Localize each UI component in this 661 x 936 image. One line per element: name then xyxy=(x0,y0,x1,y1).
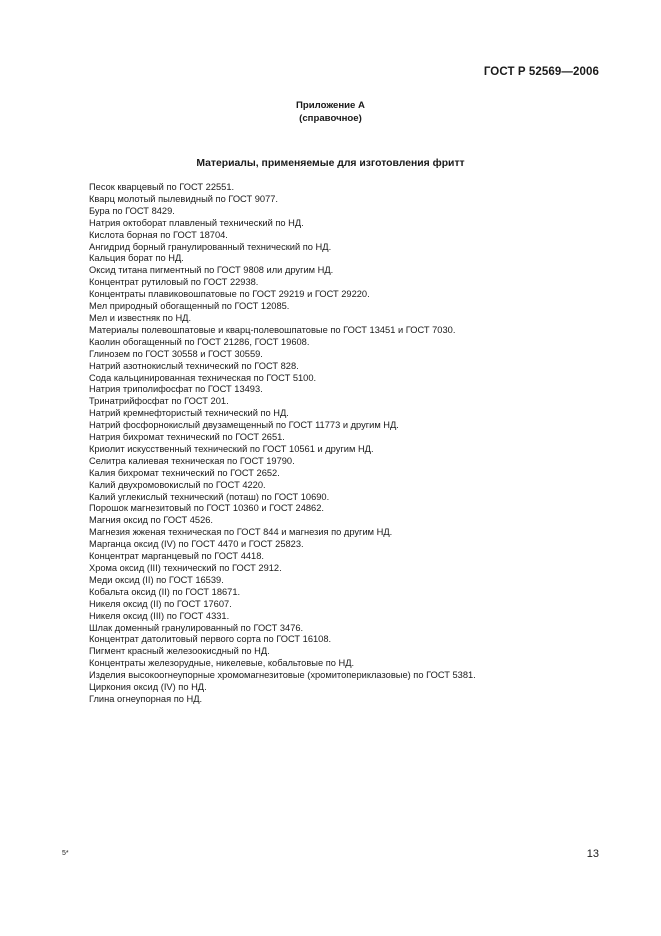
material-list-item: Марганца оксид (IV) по ГОСТ 4470 и ГОСТ 25823. xyxy=(89,539,304,550)
appendix-subtitle: (справочное) xyxy=(299,113,362,124)
material-list-item: Селитра калиевая техническая по ГОСТ 19790. xyxy=(89,455,295,466)
material-list-item: Калия бихромат технический по ГОСТ 2652. xyxy=(89,467,280,478)
material-list-item: Песок кварцевый по ГОСТ 22551. xyxy=(89,182,235,192)
material-list-item: Порошок магнезитовый по ГОСТ 10360 и ГОСТ 24862. xyxy=(89,503,324,514)
material-list-item: Концентрат рутиловый по ГОСТ 22938. xyxy=(89,277,259,288)
material-list-item: Хрома оксид (III) технический по ГОСТ 2912. xyxy=(89,563,282,573)
material-list-item: Мел и известняк по НД. xyxy=(89,312,192,323)
material-list-item: Глинозем по ГОСТ 30558 и ГОСТ 30559. xyxy=(89,348,263,359)
material-list-item: Материалы полевошпатовые и кварц-полевошпатовые по ГОСТ 13451 и ГОСТ 7030. xyxy=(89,324,456,335)
material-list-item: Кварц молотый пылевидный по ГОСТ 9077. xyxy=(89,193,278,204)
section-title: Материалы, применяемые для изготовления фритт xyxy=(196,158,465,169)
page-number: 13 xyxy=(586,848,599,860)
material-list-item: Концентраты железорудные, никелевые, кобальтовые по НД. xyxy=(89,658,355,669)
material-list-item: Магнезия жженая техническая по ГОСТ 844 и магнезия по другим НД. xyxy=(89,527,393,538)
material-list-item: Натрия бихромат технический по ГОСТ 2651. xyxy=(89,432,285,443)
material-list-item: Шлак доменный гранулированный по ГОСТ 3476. xyxy=(89,622,304,633)
material-list-item: Натрий фосфорнокислый двузамещенный по ГОСТ 11773 и другим НД. xyxy=(89,420,399,431)
material-list-item: Калий углекислый технический (поташ) по ГОСТ 10690. xyxy=(89,491,330,502)
material-list-item: Меди оксид (II) по ГОСТ 16539. xyxy=(89,574,224,585)
material-list-item: Глина огнеупорная по НД. xyxy=(89,693,203,704)
material-list-item: Концентраты плавиковошпатовые по ГОСТ 29219 и ГОСТ 29220. xyxy=(89,289,370,300)
document-standard-header: ГОСТ Р 52569—2006 xyxy=(483,66,599,78)
material-list-item: Концентрат марганцевый по ГОСТ 4418. xyxy=(89,551,264,562)
material-list-item: Пигмент красный железоокисдный по НД. xyxy=(89,646,270,657)
appendix-heading xyxy=(0,99,661,125)
material-list-item: Изделия высокоогнеупорные хромомагнезитовые (хромитопериклазовые) по ГОСТ 5381. xyxy=(89,670,476,681)
materials-list xyxy=(89,182,609,706)
footnote-mark: 5* xyxy=(62,850,69,857)
material-list-item: Натрий кремнефтористый технический по НД. xyxy=(89,408,289,419)
material-list-item: Тринатрийфосфат по ГОСТ 201. xyxy=(89,396,229,407)
material-list-item: Натрия октоборат плавленый технический по НД. xyxy=(89,217,304,228)
material-list-item: Оксид титана пигментный по ГОСТ 9808 или другим НД. xyxy=(89,265,334,276)
material-list-item: Магния оксид по ГОСТ 4526. xyxy=(89,515,214,526)
material-list-item: Бура по ГОСТ 8429. xyxy=(89,205,175,216)
material-list-item: Мел природный обогащенный по ГОСТ 12085. xyxy=(89,301,290,312)
material-list-item: Криолит искусственный технический по ГОСТ 10561 и другим НД. xyxy=(89,443,374,454)
material-list-item: Никеля оксид (III) по ГОСТ 4331. xyxy=(89,610,230,621)
material-list-item: Никеля оксид (II) по ГОСТ 17607. xyxy=(89,598,232,609)
material-list-item: Кальция борат по НД. xyxy=(89,253,184,264)
material-list-item: Кобальта оксид (II) по ГОСТ 18671. xyxy=(89,586,241,597)
material-list-item: Каолин обогащенный по ГОСТ 21286, ГОСТ 19608. xyxy=(89,336,310,347)
material-list-item: Кислота борная по ГОСТ 18704. xyxy=(89,229,228,240)
material-list-item: Натрия триполифосфат по ГОСТ 13493. xyxy=(89,384,263,395)
material-list-item: Ангидрид борный гранулированный технический по НД. xyxy=(89,241,332,252)
material-list-item: Сода кальцинированная техническая по ГОСТ 5100. xyxy=(89,372,317,383)
material-list-item: Калий двухромовокислый по ГОСТ 4220. xyxy=(89,479,266,490)
material-list-item: Циркония оксид (IV) по НД. xyxy=(89,682,207,693)
material-list-item: Концентрат датолитовый первого сорта по ГОСТ 16108. xyxy=(89,634,332,645)
appendix-title: Приложение А xyxy=(296,100,365,111)
material-list-item: Натрий азотнокислый технический по ГОСТ 828. xyxy=(89,360,299,371)
